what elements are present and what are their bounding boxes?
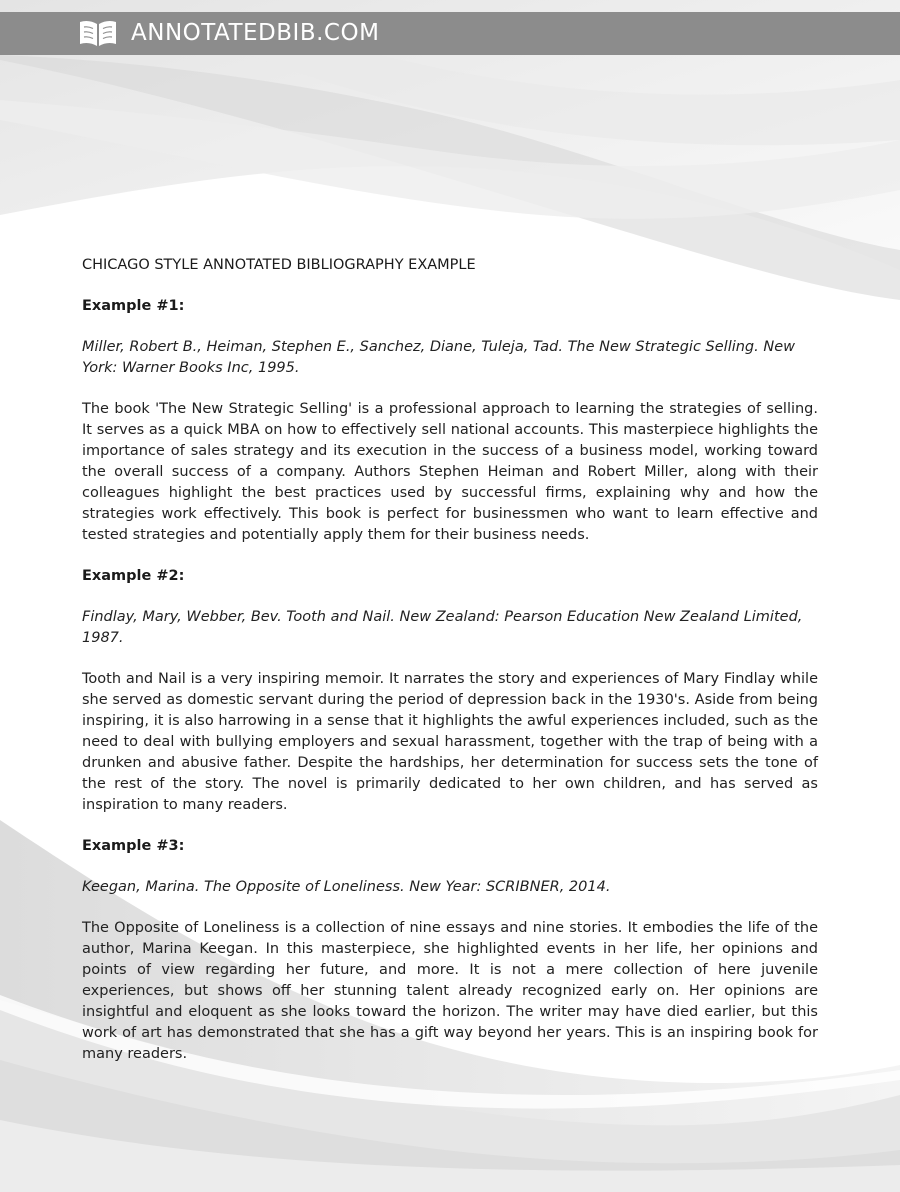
document-body (82, 255, 818, 1085)
example-entry-2 (82, 566, 818, 816)
annotation-paragraph: The Opposite of Loneliness is a collection of nine essays and nine stories. It embodies the life of the author, Marina Keegan. In this masterpiece, she highlighted events in her life, her opinions and points of view regarding her future, and more. It is not a mere collection of here juvenile experiences, but shows off her stunning talent already recognized early on. Her opinions are insightful and eloquent as she looks toward the horizon. The writer may have died earlier, but this work of art has demonstrated that she has a gift way beyond her years. This is an inspiring book for many readers. (82, 920, 818, 1062)
example-heading: Example #3: (82, 838, 185, 854)
example-entry-3 (82, 836, 818, 1065)
page-title: CHICAGO STYLE ANNOTATED BIBLIOGRAPHY EXAMPLE (82, 257, 476, 273)
annotation-paragraph: The book 'The New Strategic Selling' is a professional approach to learning the strategies of selling. It serves as a quick MBA on how to effectively sell national accounts. This masterpiece highlights the importance of sales strategy and its execution in the success of a business model, working toward the overall success of a company. Authors Stephen Heiman and Robert Miller, along with their colleagues highlight the best practices used by successful firms, explaining why and how the strategies work effectively. This book is perfect for businessmen who want to learn effective and tested strategies and potentially apply them for their business needs. (82, 401, 818, 543)
citation: Findlay, Mary, Webber, Bev. Tooth and Nail. New Zealand: Pearson Education New Zealand Limited, 1987. (82, 609, 803, 646)
example-entry-1 (82, 296, 818, 546)
annotation-paragraph: Tooth and Nail is a very inspiring memoir. It narrates the story and experiences of Mary Findlay while she served as domestic servant during the period of depression back in the 1930's. Aside from being inspiring, it is also harrowing in a sense that it highlights the awful experiences included, such as the need to deal with bullying employers and sexual harassment, together with the trap of being with a drunken and abusive father. Despite the hardships, her determination for success sets the tone of the rest of the story. The novel is primarily dedicated to her own children, and has served as inspiration to many readers. (82, 671, 818, 813)
site-brand[interactable]: ANNOTATEDBIB.COM (131, 20, 380, 46)
header-bar (0, 12, 900, 55)
citation: Keegan, Marina. The Opposite of Loneliness. New Year: SCRIBNER, 2014. (82, 879, 611, 895)
citation: Miller, Robert B., Heiman, Stephen E., Sanchez, Diane, Tuleja, Tad. The New Strategic Selling. New York: Warner Books Inc, 1995. (82, 339, 795, 376)
open-book-icon (78, 18, 118, 48)
example-heading: Example #2: (82, 568, 185, 584)
example-heading: Example #1: (82, 298, 185, 314)
